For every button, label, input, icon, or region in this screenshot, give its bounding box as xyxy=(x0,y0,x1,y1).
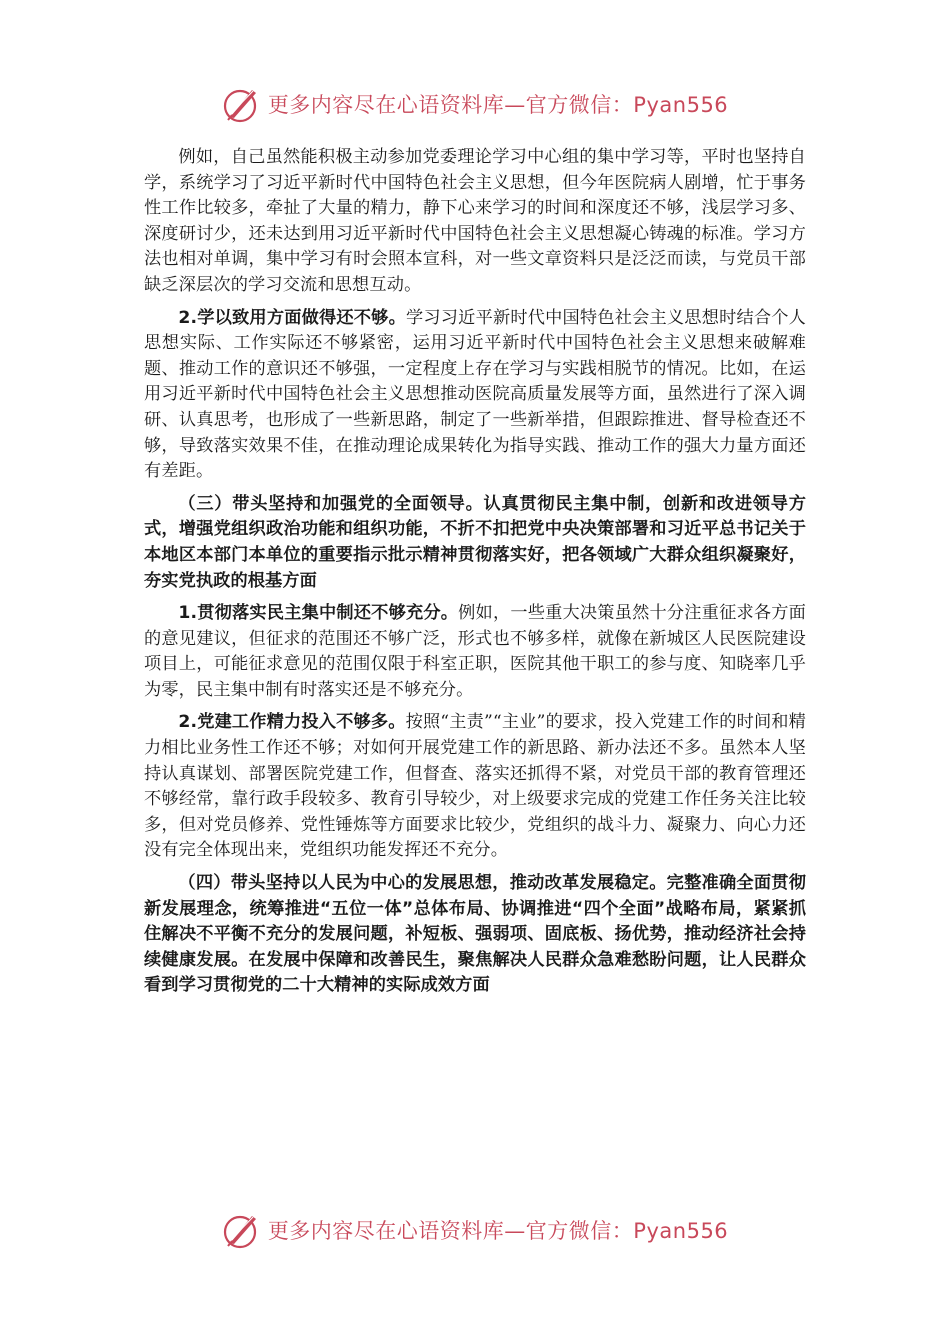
banner-text: 更多内容尽在心语资料库—官方微信：Pyan556 xyxy=(267,1219,729,1243)
paragraph-text: 例如，一些重大决策虽然十分注重征求各方面的意见建议，但征求的范围还不够广泛，形式也不够多样，就像在新城区人民医院建设项目上，可能征求意见的范围仅限于科室正职，医院其他干职工的参与度、知晓率几乎为零，民主集中制有时落实还是不够充分。 xyxy=(144,603,806,700)
section-heading-4: （四）带头坚持以人民为中心的发展思想，推动改革发展稳定。完整准确全面贯彻新发展理念，统筹推进“五位一体”总体布局、协调推进“四个全面”战略布局，紧紧抓住解决不平衡不充分的发展问题，补短板、强弱项、固底板、扬优势，推动经济社会持续健康发展。在发展中保障和改善民生，聚焦解决人民群众急难愁盼问题，让人民群众看到学习贯彻党的二十大精神的实际成效方面 xyxy=(144,873,806,996)
paragraph-lead: 1.贯彻落实民主集中制还不够充分。 xyxy=(178,603,459,624)
paragraph-example: 例如，自己虽然能积极主动参加党委理论学习中心组的集中学习等，平时也坚持自学，系统学习了习近平新时代中国特色社会主义思想，但今年医院病人剧增，忙于事务性工作比较多，牵扯了大量的精力，静下心来学习的时间和深度还不够，浅层学习多、深度研讨少，还未达到用习近平新时代中国特色社会主义思想凝心铸魂的标准。学习方法也相对单调，集中学习有时会照本宣科，对一些文章资料只是泛泛而读，与党员干部缺乏深层次的学习交流和思想互动。 xyxy=(144,147,806,295)
quill-pen-logo-icon xyxy=(222,1210,262,1250)
paragraph-lead: 2.党建工作精力投入不够多。 xyxy=(178,712,406,733)
footer-banner xyxy=(0,1208,950,1252)
paragraph-application xyxy=(144,306,806,485)
header-banner xyxy=(0,82,950,126)
banner-text: 更多内容尽在心语资料库—官方微信：Pyan556 xyxy=(267,93,729,117)
paragraph-lead: 2.学以致用方面做得还不够。 xyxy=(178,307,406,328)
document-body xyxy=(144,145,806,1006)
paragraph-text: 按照“主责”“主业”的要求，投入党建工作的时间和精力相比业务性工作还不够；对如何开展党建工作的新思路、新办法还不多。虽然本人坚持认真谋划、部署医院党建工作，但督查、落实还抓得不紧，对党员干部的教育管理还不够经常，靠行政手段较多、教育引导较少，对上级要求完成的党建工作任务关注比较多，但对党员修养、党性锤炼等方面要求比较少，党组织的战斗力、凝聚力、向心力还没有完全体现出来，党组织功能发挥还不充分。 xyxy=(144,712,807,861)
paragraph-party-building xyxy=(144,710,806,864)
paragraph-text: 学习习近平新时代中国特色社会主义思想时结合个人思想实际、工作实际还不够紧密，运用习近平新时代中国特色社会主义思想来破解难题、推动工作的意识还不够强，一定程度上存在学习与实践相脱节的情况。比如，在运用习近平新时代中国特色社会主义思想推动医院高质量发展等方面，虽然进行了深入调研、认真思考，也形成了一些新思路，制定了一些新举措，但跟踪推进、督导检查还不够，导致落实效果不佳，在推动理论成果转化为指导实践、推动工作的强大力量方面还有差距。 xyxy=(144,307,807,482)
paragraph-democratic-centralism xyxy=(144,601,806,703)
section-heading-3: （三）带头坚持和加强党的全面领导。认真贯彻民主集中制，创新和改进领导方式，增强党组织政治功能和组织功能，不折不扣把党中央决策部署和习近平总书记关于本地区本部门本单位的重要指示批示精神贯彻落实好，把各领域广大群众组织凝聚好，夯实党执政的根基方面 xyxy=(144,493,806,591)
quill-pen-logo-icon xyxy=(222,84,262,124)
